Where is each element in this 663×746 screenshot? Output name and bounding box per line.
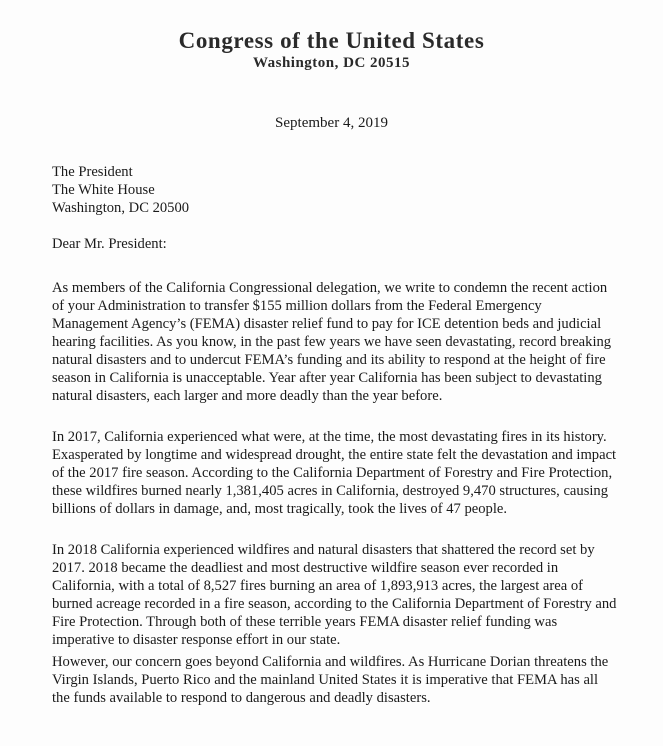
paragraph-fema-transfer: As members of the California Congressional delegation, we write to condemn the recent action of your Administration to transfer $155 million dollars from the Federal Emergency Management Agency’s (FEMA) disaster relief fund to pay for ICE detention beds and judicial hearing facilities. As you know, in the past few years we have seen devastating, record breaking natural disasters and to undercut FEMA’s funding and its ability to respond at the height of fire season in California is unacceptable. Year after year California has been subject to devastating natural disasters, each larger and more deadly than the year before. [52,280,612,404]
paragraph-hurricane-dorian: However, our concern goes beyond California and wildfires. As Hurricane Dorian threatens the Virgin Islands, Puerto Rico and the mainland United States it is imperative that FEMA has all the funds available to respond to dangerous and deadly disasters. [52,654,609,706]
letterhead-title: Congress of the United States [178,28,485,53]
addressee-line: Washington, DC 20500 [52,200,190,216]
letterhead-address: Washington, DC 20515 [252,55,411,71]
paragraph-2018-fires: In 2018 California experienced wildfires and natural disasters that shattered the record set by 2017. 2018 became the deadliest and most destructive wildfire season ever recorded in California, with a total of 8,527 fires burning an area of 1,893,913 acres, the largest area of burned acreage recorded in a fire season, according to the California Department of Forestry and Fire Protection. Through both of these terrible years FEMA disaster relief funding was imperative to disaster response effort in our state. [52,542,617,648]
letter-date: September 4, 2019 [275,115,388,131]
addressee-line: The White House [52,182,155,198]
addressee-line: The President [52,164,133,180]
paragraph-2017-fires: In 2017, California experienced what were, at the time, the most devastating fires in its history. Exasperated by longtime and widespread drought, the entire state felt the devastation and impact of the 2017 fire season. According to the California Department of Forestry and Fire Protection, these wildfires burned nearly 1,381,405 acres in California, destroyed 9,470 structures, causing billions of dollars in damage, and, most tragically, took the lives of 47 people. [52,429,617,517]
salutation: Dear Mr. President: [52,236,167,252]
addressee-block [52,163,617,217]
